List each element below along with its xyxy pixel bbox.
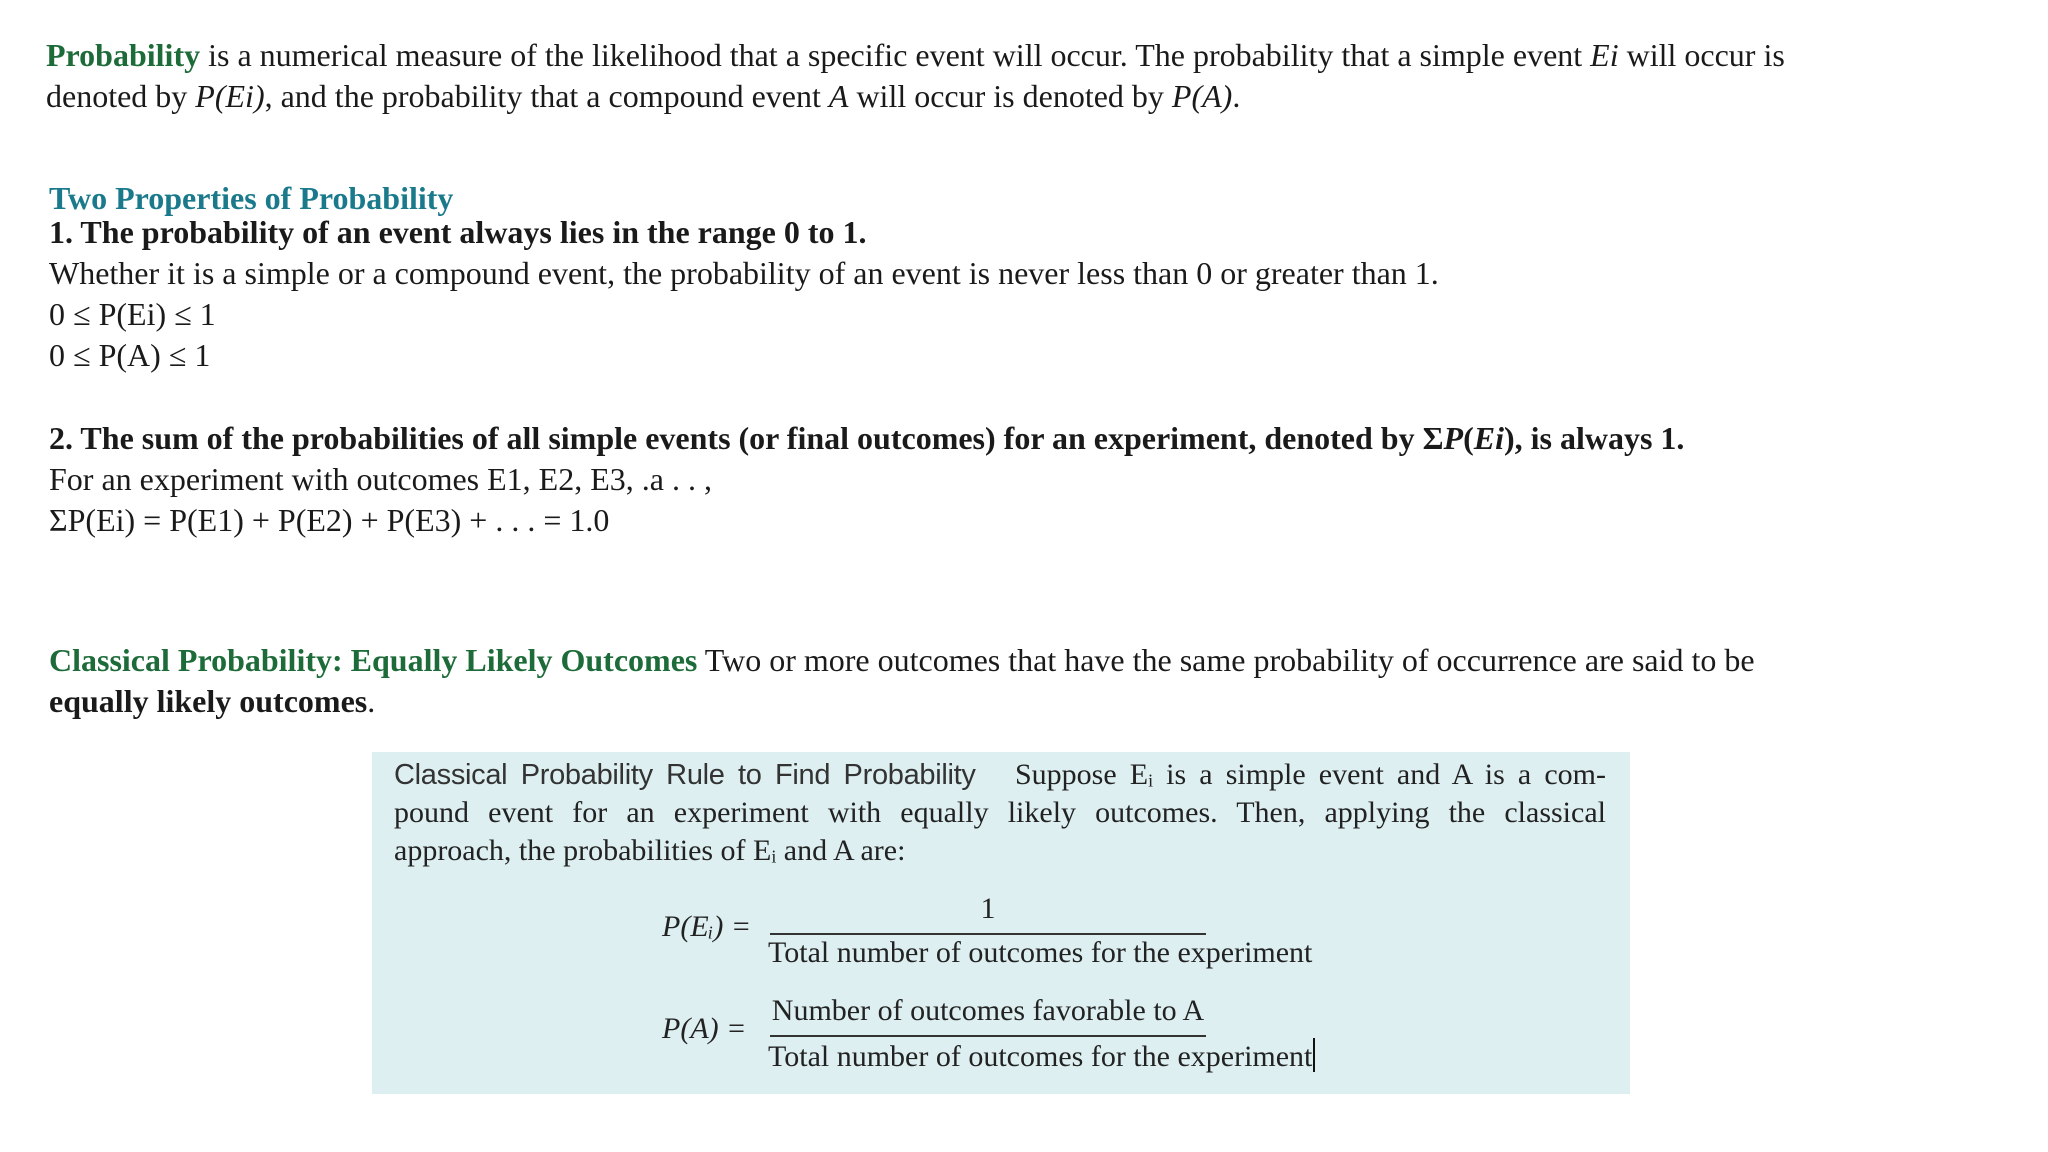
property-2-formula: ΣP(Ei) = P(E1) + P(E2) + P(E3) + . . . = 1.0 [49, 502, 610, 538]
property-2-title-a: 2. The sum of the probabilities of all simple events (or final outcomes) for an experiment, denoted by Σ [49, 420, 1444, 456]
property-1-title: 1. The probability of an event always lies in the range 0 to 1. [49, 214, 867, 250]
formula-2-fraction-bar [770, 1035, 1206, 1037]
intro-text-5: will occur is denoted by [848, 78, 1172, 114]
rule-title: Classical Probability Rule to Find Probability [394, 759, 976, 791]
equally-likely-term: equally likely outcomes [49, 683, 368, 719]
classical-heading: Classical Probability: Equally Likely Outcomes [49, 642, 698, 678]
formula-1-numerator: 1 [980, 892, 996, 925]
intro-text-4: , and the probability that a compound event [264, 78, 829, 114]
formula-2-denominator-text: Total number of outcomes for the experiment [768, 1040, 1313, 1073]
property-2-title [49, 418, 1684, 459]
formula-2-denominator [768, 1038, 1313, 1074]
property-2-title-paren: ( [1463, 420, 1474, 456]
formula-1-lhs: P(Eᵢ) = [662, 910, 752, 943]
property-1-description: Whether it is a simple or a compound event, the probability of an event is never less than 0 or greater than 1. [49, 255, 1439, 291]
property-2-description: For an experiment with outcomes E1, E2, E3, .a . . , [49, 461, 712, 497]
rule-box-text [394, 756, 1606, 870]
properties-heading: Two Properties of Probability [49, 180, 454, 216]
formula-1-fraction-bar [770, 933, 1206, 935]
intro-p-ei: P(Ei) [195, 78, 265, 114]
property-1-formula-ei: 0 ≤ P(Ei) ≤ 1 [49, 296, 216, 332]
property-2-title-end: ), is always 1. [1503, 420, 1685, 456]
intro-line-1 [46, 35, 1785, 76]
intro-text-6: . [1232, 78, 1241, 114]
classical-text: Two or more outcomes that have the same probability of occurrence are said to be [697, 642, 1755, 678]
intro-paragraph [46, 35, 1785, 117]
classical-line-1 [49, 640, 1755, 681]
intro-text-2: will occur is [1618, 37, 1785, 73]
intro-ei: Ei [1590, 37, 1619, 73]
formula-1-denominator: Total number of outcomes for the experiment [768, 936, 1313, 969]
rule-box-text-1: Suppose Eᵢ is a simple event and A is a com- [1015, 758, 1606, 791]
classical-period: . [367, 683, 376, 719]
intro-text-1: is a numerical measure of the likelihood that a specific event will occur. The probability that a simple event [200, 37, 1591, 73]
property-2-title-p: P [1443, 420, 1464, 456]
formula-2-lhs: P(A) = [662, 1012, 747, 1045]
rule-box-line-2: pound event for an experiment with equally likely outcomes. Then, applying the classical [394, 796, 1606, 829]
property-2-title-ei: Ei [1473, 420, 1504, 456]
classical-paragraph [49, 640, 1755, 722]
rule-box-line-1 [394, 756, 1606, 794]
classical-line-2 [49, 681, 1755, 722]
intro-a: A [828, 78, 849, 114]
intro-p-a: P(A) [1171, 78, 1233, 114]
property-1-formula-a: 0 ≤ P(A) ≤ 1 [49, 337, 211, 373]
intro-text-3: denoted by [46, 78, 196, 114]
rule-box-line-3: approach, the probabilities of Eᵢ and A are: [394, 834, 906, 867]
probability-term: Probability [46, 37, 201, 73]
classical-rule-box [372, 752, 1630, 1094]
intro-line-2 [46, 76, 1785, 117]
text-cursor [1313, 1038, 1315, 1072]
formula-2-numerator: Number of outcomes favorable to A [771, 994, 1205, 1027]
